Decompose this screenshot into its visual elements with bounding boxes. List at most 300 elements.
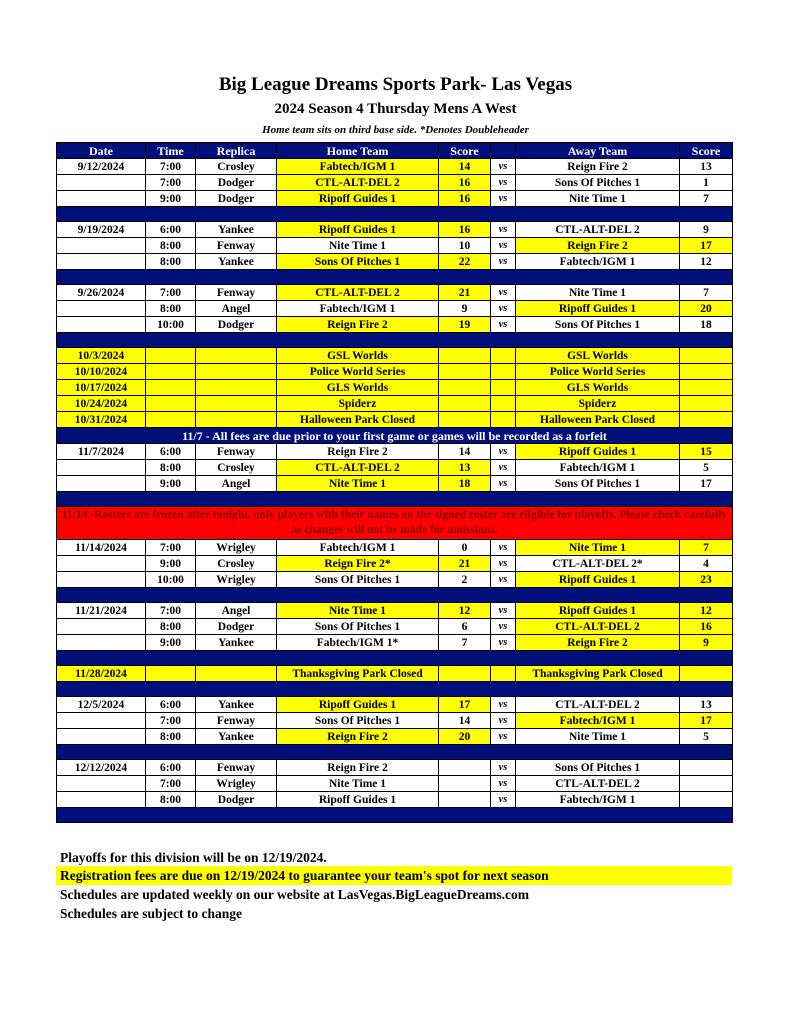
home-score-cell: [439, 666, 491, 682]
home-team-cell: CTL-ALT-DEL 2: [277, 460, 439, 476]
vs-cell: [491, 364, 516, 380]
date-cell: [57, 635, 146, 651]
home-team-cell: Sons Of Pitches 1: [277, 619, 439, 635]
home-team-cell: CTL-ALT-DEL 2: [277, 175, 439, 191]
vs-cell: vs: [491, 792, 516, 808]
away-score-cell: [680, 380, 733, 396]
replica-cell: [196, 364, 277, 380]
vs-cell: [491, 412, 516, 428]
away-score-cell: [680, 412, 733, 428]
game-row: [57, 697, 733, 713]
replica-cell: Angel: [196, 476, 277, 492]
home-team-cell: Ripoff Guides 1: [277, 222, 439, 238]
replica-cell: Crosley: [196, 556, 277, 572]
away-team-cell: Fabtech/IGM 1: [516, 792, 680, 808]
date-cell: [57, 254, 146, 270]
replica-cell: [196, 412, 277, 428]
date-cell: 12/5/2024: [57, 697, 146, 713]
registration-note: Registration fees are due on 12/19/2024 to guarantee your team's spot for next season: [56, 866, 732, 885]
vs-cell: vs: [491, 238, 516, 254]
time-cell: 8:00: [146, 301, 196, 317]
away-score-cell: 12: [680, 254, 733, 270]
away-team-cell: Ripoff Guides 1: [516, 572, 680, 588]
replica-cell: Wrigley: [196, 776, 277, 792]
game-row: [57, 285, 733, 301]
vs-cell: vs: [491, 619, 516, 635]
vs-cell: vs: [491, 301, 516, 317]
date-cell: 10/31/2024: [57, 412, 146, 428]
home-score-cell: 9: [439, 301, 491, 317]
replica-cell: [196, 666, 277, 682]
replica-cell: [196, 380, 277, 396]
fee-notice-text: 11/7 - All fees are due prior to your first game or games will be recorded as a forfeit: [57, 428, 733, 444]
week-separator: [57, 270, 733, 285]
time-cell: 7:00: [146, 285, 196, 301]
away-score-cell: 4: [680, 556, 733, 572]
away-score-cell: 20: [680, 301, 733, 317]
game-row: [57, 792, 733, 808]
home-score-cell: [439, 760, 491, 776]
page-title: Big League Dreams Sports Park- Las Vegas: [218, 74, 573, 95]
game-row: [57, 713, 733, 729]
home-team-cell: Ripoff Guides 1: [277, 191, 439, 207]
vs-cell: [491, 396, 516, 412]
away-team-cell: Ripoff Guides 1: [516, 301, 680, 317]
away-score-cell: [680, 760, 733, 776]
game-row: [57, 317, 733, 333]
time-cell: 8:00: [146, 729, 196, 745]
away-team-cell: Sons Of Pitches 1: [516, 476, 680, 492]
home-score-cell: 14: [439, 444, 491, 460]
separator-cell: [57, 808, 733, 823]
away-team-cell: Nite Time 1: [516, 191, 680, 207]
replica-cell: Dodger: [196, 792, 277, 808]
home-score-cell: 6: [439, 619, 491, 635]
date-cell: [57, 776, 146, 792]
home-team-cell: GLS Worlds: [277, 380, 439, 396]
replica-cell: Crosley: [196, 159, 277, 175]
time-cell: 9:00: [146, 635, 196, 651]
away-score-cell: 18: [680, 317, 733, 333]
home-team-cell: Reign Fire 2: [277, 444, 439, 460]
away-team-cell: Nite Time 1: [516, 729, 680, 745]
home-team-cell: CTL-ALT-DEL 2: [277, 285, 439, 301]
separator-cell: [57, 651, 733, 666]
away-team-cell: Reign Fire 2: [516, 635, 680, 651]
schedule-body: [57, 159, 733, 823]
separator-cell: [57, 333, 733, 348]
date-cell: [57, 191, 146, 207]
date-cell: [57, 460, 146, 476]
date-cell: [57, 301, 146, 317]
time-cell: 6:00: [146, 444, 196, 460]
date-cell: [57, 175, 146, 191]
time-cell: 8:00: [146, 792, 196, 808]
time-cell: 9:00: [146, 191, 196, 207]
away-score-cell: 23: [680, 572, 733, 588]
park-closed-row: [57, 412, 733, 428]
time-cell: 10:00: [146, 317, 196, 333]
replica-cell: Dodger: [196, 619, 277, 635]
separator-cell: [57, 588, 733, 603]
game-row: [57, 444, 733, 460]
home-score-cell: 12: [439, 603, 491, 619]
home-team-cell: Reign Fire 2: [277, 760, 439, 776]
home-score-cell: [439, 396, 491, 412]
home-team-cell: Sons Of Pitches 1: [277, 713, 439, 729]
replica-cell: Yankee: [196, 729, 277, 745]
away-score-cell: [680, 792, 733, 808]
home-score-cell: [439, 792, 491, 808]
roster-freeze-alert-text: 11/14 -Rosters are frozen after tonight, only players with their names on the signed roster are eligible for playoffs. Please check carefully as changes will not be made for omissions.: [57, 507, 733, 540]
replica-cell: Dodger: [196, 191, 277, 207]
vs-cell: vs: [491, 603, 516, 619]
date-cell: [57, 238, 146, 254]
vs-cell: vs: [491, 476, 516, 492]
away-team-cell: Ripoff Guides 1: [516, 603, 680, 619]
home-score-cell: [439, 348, 491, 364]
home-score-cell: 16: [439, 191, 491, 207]
home-team-cell: Reign Fire 2*: [277, 556, 439, 572]
game-row: [57, 175, 733, 191]
home-team-cell: GSL Worlds: [277, 348, 439, 364]
vs-cell: vs: [491, 444, 516, 460]
away-team-cell: CTL-ALT-DEL 2: [516, 619, 680, 635]
game-row: [57, 238, 733, 254]
week-separator: [57, 333, 733, 348]
away-team-cell: Police World Series: [516, 364, 680, 380]
home-team-cell: Police World Series: [277, 364, 439, 380]
home-team-cell: Ripoff Guides 1: [277, 792, 439, 808]
replica-cell: Fenway: [196, 238, 277, 254]
date-cell: [57, 317, 146, 333]
away-score-cell: 7: [680, 191, 733, 207]
date-cell: [57, 619, 146, 635]
time-cell: 9:00: [146, 556, 196, 572]
replica-cell: Dodger: [196, 317, 277, 333]
home-team-cell: Nite Time 1: [277, 776, 439, 792]
park-closed-row: [57, 380, 733, 396]
game-row: [57, 635, 733, 651]
home-score-cell: 19: [439, 317, 491, 333]
date-cell: 10/3/2024: [57, 348, 146, 364]
vs-cell: vs: [491, 713, 516, 729]
replica-cell: Yankee: [196, 254, 277, 270]
home-score-cell: 20: [439, 729, 491, 745]
replica-cell: Fenway: [196, 713, 277, 729]
date-cell: [57, 572, 146, 588]
date-cell: [57, 713, 146, 729]
away-score-cell: 16: [680, 619, 733, 635]
time-cell: [146, 396, 196, 412]
vs-cell: vs: [491, 460, 516, 476]
replica-cell: Angel: [196, 301, 277, 317]
park-closed-row: [57, 666, 733, 682]
playoffs-note: Playoffs for this division will be on 12/19/2024.: [60, 850, 327, 865]
replica-cell: Fenway: [196, 444, 277, 460]
game-row: [57, 729, 733, 745]
time-cell: 7:00: [146, 540, 196, 556]
schedule-note: Home team sits on third base side. *Denotes Doubleheader: [262, 124, 529, 136]
time-cell: [146, 364, 196, 380]
fee-notice-row: [57, 428, 733, 444]
time-cell: 7:00: [146, 159, 196, 175]
week-separator: [57, 682, 733, 697]
vs-cell: vs: [491, 317, 516, 333]
home-score-cell: 14: [439, 159, 491, 175]
home-score-cell: 0: [439, 540, 491, 556]
week-separator: [57, 588, 733, 603]
away-score-cell: 17: [680, 713, 733, 729]
week-separator: [57, 651, 733, 666]
col-vs: [491, 143, 516, 159]
away-team-cell: CTL-ALT-DEL 2*: [516, 556, 680, 572]
time-cell: 10:00: [146, 572, 196, 588]
date-cell: 9/12/2024: [57, 159, 146, 175]
away-team-cell: Reign Fire 2: [516, 159, 680, 175]
date-cell: 10/24/2024: [57, 396, 146, 412]
away-score-cell: 7: [680, 285, 733, 301]
time-cell: [146, 412, 196, 428]
away-team-cell: Sons Of Pitches 1: [516, 317, 680, 333]
roster-freeze-alert-row: [57, 507, 733, 540]
game-row: [57, 476, 733, 492]
time-cell: 8:00: [146, 238, 196, 254]
replica-cell: Wrigley: [196, 540, 277, 556]
home-score-cell: 2: [439, 572, 491, 588]
away-score-cell: [680, 776, 733, 792]
date-cell: 9/19/2024: [57, 222, 146, 238]
home-score-cell: 18: [439, 476, 491, 492]
game-row: [57, 540, 733, 556]
replica-cell: [196, 396, 277, 412]
replica-cell: Yankee: [196, 222, 277, 238]
away-team-cell: CTL-ALT-DEL 2: [516, 222, 680, 238]
time-cell: 6:00: [146, 697, 196, 713]
home-team-cell: Fabtech/IGM 1: [277, 540, 439, 556]
game-row: [57, 254, 733, 270]
vs-cell: [491, 666, 516, 682]
away-score-cell: 5: [680, 460, 733, 476]
time-cell: 6:00: [146, 222, 196, 238]
away-team-cell: Reign Fire 2: [516, 238, 680, 254]
week-separator: [57, 808, 733, 823]
home-team-cell: Reign Fire 2: [277, 729, 439, 745]
website-note: Schedules are updated weekly on our website at LasVegas.BigLeagueDreams.com: [60, 887, 530, 902]
away-score-cell: 15: [680, 444, 733, 460]
home-team-cell: Ripoff Guides 1: [277, 697, 439, 713]
away-score-cell: 17: [680, 238, 733, 254]
separator-cell: [57, 270, 733, 285]
away-score-cell: 13: [680, 159, 733, 175]
away-team-cell: GLS Worlds: [516, 380, 680, 396]
away-score-cell: 12: [680, 603, 733, 619]
replica-cell: Crosley: [196, 460, 277, 476]
home-team-cell: Spiderz: [277, 396, 439, 412]
vs-cell: [491, 348, 516, 364]
separator-cell: [57, 492, 733, 507]
time-cell: [146, 348, 196, 364]
away-score-cell: 5: [680, 729, 733, 745]
time-cell: [146, 380, 196, 396]
game-row: [57, 619, 733, 635]
replica-cell: Yankee: [196, 635, 277, 651]
date-cell: 12/12/2024: [57, 760, 146, 776]
home-score-cell: [439, 380, 491, 396]
vs-cell: vs: [491, 191, 516, 207]
home-score-cell: [439, 364, 491, 380]
table-header-row: [57, 143, 733, 159]
home-score-cell: [439, 412, 491, 428]
away-team-cell: Fabtech/IGM 1: [516, 460, 680, 476]
col-home-team: Home Team: [277, 143, 439, 159]
time-cell: [146, 666, 196, 682]
away-score-cell: [680, 348, 733, 364]
away-team-cell: Ripoff Guides 1: [516, 444, 680, 460]
home-score-cell: 13: [439, 460, 491, 476]
home-score-cell: 10: [439, 238, 491, 254]
replica-cell: Dodger: [196, 175, 277, 191]
date-cell: [57, 476, 146, 492]
date-cell: 11/21/2024: [57, 603, 146, 619]
game-row: [57, 460, 733, 476]
vs-cell: vs: [491, 729, 516, 745]
vs-cell: vs: [491, 760, 516, 776]
home-team-cell: Halloween Park Closed: [277, 412, 439, 428]
week-separator: [57, 207, 733, 222]
date-cell: 10/10/2024: [57, 364, 146, 380]
home-score-cell: 21: [439, 285, 491, 301]
home-team-cell: Nite Time 1: [277, 603, 439, 619]
date-cell: 11/7/2024: [57, 444, 146, 460]
away-score-cell: 9: [680, 222, 733, 238]
game-row: [57, 222, 733, 238]
separator-cell: [57, 745, 733, 760]
game-row: [57, 556, 733, 572]
home-score-cell: 16: [439, 222, 491, 238]
home-team-cell: Sons Of Pitches 1: [277, 572, 439, 588]
date-cell: [57, 556, 146, 572]
replica-cell: Fenway: [196, 760, 277, 776]
col-away-score: Score: [680, 143, 733, 159]
home-score-cell: [439, 776, 491, 792]
replica-cell: Angel: [196, 603, 277, 619]
date-cell: 11/14/2024: [57, 540, 146, 556]
time-cell: 8:00: [146, 254, 196, 270]
home-team-cell: Nite Time 1: [277, 476, 439, 492]
home-score-cell: 17: [439, 697, 491, 713]
time-cell: 8:00: [146, 619, 196, 635]
separator-cell: [57, 682, 733, 697]
page-subtitle: 2024 Season 4 Thursday Mens A West: [274, 101, 517, 117]
time-cell: 6:00: [146, 760, 196, 776]
vs-cell: vs: [491, 285, 516, 301]
date-cell: [57, 792, 146, 808]
replica-cell: Wrigley: [196, 572, 277, 588]
vs-cell: vs: [491, 572, 516, 588]
game-row: [57, 191, 733, 207]
time-cell: 8:00: [146, 460, 196, 476]
home-score-cell: 22: [439, 254, 491, 270]
away-team-cell: Sons Of Pitches 1: [516, 175, 680, 191]
vs-cell: vs: [491, 159, 516, 175]
time-cell: 7:00: [146, 713, 196, 729]
vs-cell: vs: [491, 697, 516, 713]
away-team-cell: Halloween Park Closed: [516, 412, 680, 428]
away-team-cell: Fabtech/IGM 1: [516, 254, 680, 270]
date-cell: 10/17/2024: [57, 380, 146, 396]
week-separator: [57, 745, 733, 760]
schedule-table: [56, 142, 733, 823]
away-team-cell: Spiderz: [516, 396, 680, 412]
home-team-cell: Sons Of Pitches 1: [277, 254, 439, 270]
col-away-team: Away Team: [516, 143, 680, 159]
away-team-cell: Nite Time 1: [516, 285, 680, 301]
away-score-cell: 7: [680, 540, 733, 556]
park-closed-row: [57, 396, 733, 412]
away-team-cell: CTL-ALT-DEL 2: [516, 776, 680, 792]
game-row: [57, 776, 733, 792]
home-score-cell: 7: [439, 635, 491, 651]
home-team-cell: Fabtech/IGM 1: [277, 159, 439, 175]
replica-cell: Yankee: [196, 697, 277, 713]
replica-cell: Fenway: [196, 285, 277, 301]
away-score-cell: [680, 666, 733, 682]
vs-cell: [491, 380, 516, 396]
vs-cell: vs: [491, 776, 516, 792]
vs-cell: vs: [491, 222, 516, 238]
home-team-cell: Nite Time 1: [277, 238, 439, 254]
date-cell: 9/26/2024: [57, 285, 146, 301]
park-closed-row: [57, 364, 733, 380]
col-home-score: Score: [439, 143, 491, 159]
home-team-cell: Fabtech/IGM 1: [277, 301, 439, 317]
home-score-cell: 16: [439, 175, 491, 191]
game-row: [57, 159, 733, 175]
home-team-cell: Reign Fire 2: [277, 317, 439, 333]
vs-cell: vs: [491, 175, 516, 191]
away-team-cell: Sons Of Pitches 1: [516, 760, 680, 776]
home-score-cell: 14: [439, 713, 491, 729]
away-score-cell: 17: [680, 476, 733, 492]
away-score-cell: 13: [680, 697, 733, 713]
col-time: Time: [146, 143, 196, 159]
vs-cell: vs: [491, 556, 516, 572]
vs-cell: vs: [491, 540, 516, 556]
away-team-cell: Thanksgiving Park Closed: [516, 666, 680, 682]
away-team-cell: GSL Worlds: [516, 348, 680, 364]
home-score-cell: 21: [439, 556, 491, 572]
subject-to-change-note: Schedules are subject to change: [60, 906, 242, 921]
home-team-cell: Thanksgiving Park Closed: [277, 666, 439, 682]
game-row: [57, 603, 733, 619]
away-team-cell: CTL-ALT-DEL 2: [516, 697, 680, 713]
week-separator: [57, 492, 733, 507]
time-cell: 7:00: [146, 776, 196, 792]
away-score-cell: [680, 396, 733, 412]
away-score-cell: 1: [680, 175, 733, 191]
time-cell: 7:00: [146, 175, 196, 191]
date-cell: 11/28/2024: [57, 666, 146, 682]
away-team-cell: Nite Time 1: [516, 540, 680, 556]
park-closed-row: [57, 348, 733, 364]
col-date: Date: [57, 143, 146, 159]
vs-cell: vs: [491, 635, 516, 651]
game-row: [57, 760, 733, 776]
vs-cell: vs: [491, 254, 516, 270]
separator-cell: [57, 207, 733, 222]
away-score-cell: [680, 364, 733, 380]
